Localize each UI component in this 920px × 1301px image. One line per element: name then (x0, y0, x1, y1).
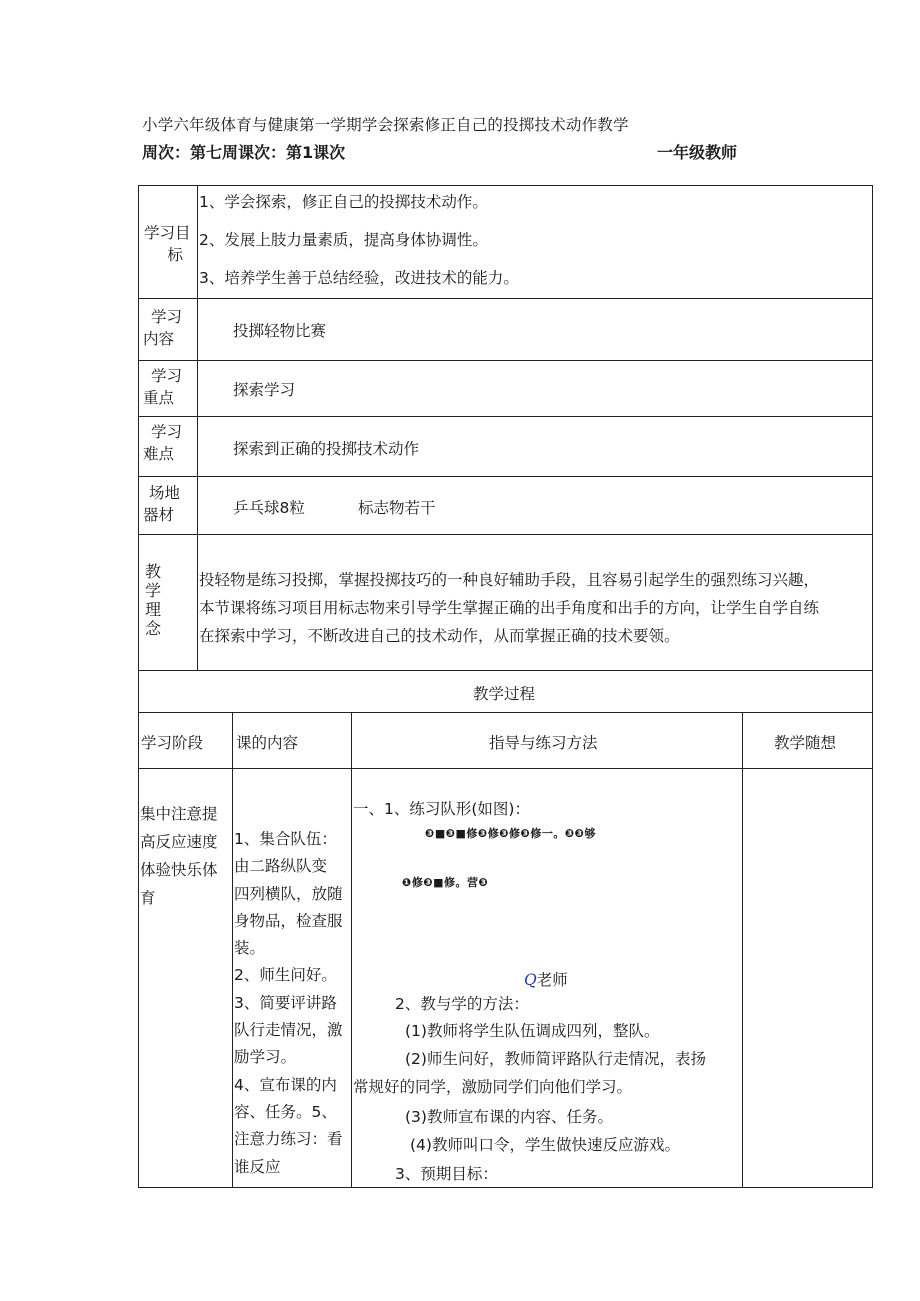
label-difficulty: 学习 难点 (143, 423, 183, 463)
column-divider (351, 712, 352, 1188)
process-heading: 教学过程 (473, 685, 536, 703)
goal-item-3: 3、培养学生善于总结经验，改进技术的能力。 (199, 269, 519, 287)
label-teaching-philosophy: 教 学 理 念 (145, 562, 162, 638)
column-divider (197, 185, 198, 670)
row-divider (138, 712, 873, 713)
row-divider (138, 670, 873, 671)
stage-text: 集中注意提 高反应速度 体验快乐体 育 (140, 805, 218, 907)
col-header-content: 课的内容 (236, 734, 299, 752)
row-divider (138, 360, 873, 361)
method-line-1: 一、1、练习队形(如图)： (353, 800, 530, 818)
philosophy-line-3: 在探索中学习，不断改进自己的技术动作，从而掌握正确的技术要领。 (199, 627, 680, 645)
goal-item-1: 1、学会探索，修正自己的投掷技术动作。 (199, 193, 488, 211)
teacher-icon: Q (524, 971, 537, 989)
row-divider (138, 534, 873, 535)
document-title: 小学六年级体育与健康第一学期学会探索修正自己的投掷技术动作教学 (142, 116, 629, 134)
col-header-method: 指导与练习方法 (489, 734, 598, 752)
row-divider (138, 476, 873, 477)
philosophy-line-2: 本节课将练习项目用标志物来引导学生掌握正确的出手角度和出手的方向，让学生自学自练 (199, 599, 820, 617)
label-key-point: 学习 重点 (143, 367, 183, 407)
row-divider (138, 768, 873, 769)
method-step-3: (3)教师宣布课的内容、任务。 (405, 1108, 613, 1126)
week-line: 周次：第七周课次：第1课次 (142, 143, 346, 162)
key-point-text: 探索学习 (233, 381, 296, 399)
formation-row-2: ❶修❸■修。营❸ (402, 876, 489, 889)
label-learning-goal: 学习目 标 (144, 224, 191, 264)
column-divider (232, 712, 233, 1188)
method-step-2: (2)师生问好，教师简评路队行走情况，表扬 (405, 1050, 706, 1068)
row-divider (138, 298, 873, 299)
col-header-reflection: 教学随想 (774, 734, 837, 752)
equipment-text-b: 标志物若干 (358, 499, 436, 517)
row-divider (138, 416, 873, 417)
method-step-1: (1)教师将学生队伍调成四列，整队。 (405, 1022, 660, 1040)
label-learning-content: 学习 内容 (143, 308, 183, 348)
difficulty-text: 探索到正确的投掷技术动作 (233, 440, 420, 458)
method-step-2-cont: 常规好的同学，激励同学们向他们学习。 (353, 1078, 633, 1096)
learning-content-text: 投掷轻物比赛 (233, 322, 327, 340)
col-header-stage: 学习阶段 (141, 734, 204, 752)
method-line-3: 3、预期目标： (395, 1165, 498, 1183)
grade-teacher: 一年级教师 (657, 143, 738, 162)
column-divider (742, 712, 743, 1188)
equipment-text-a: 乒乓球8粒 (233, 499, 305, 517)
teacher-label: 老师 (536, 971, 568, 989)
method-line-2: 2、教与学的方法： (395, 995, 529, 1013)
teacher-marker (524, 968, 568, 990)
label-venue-equipment: 场地 器材 (143, 484, 181, 524)
philosophy-line-1: 投轻物是练习投掷，掌握投掷技巧的一种良好辅助手段，且容易引起学生的强烈练习兴趣， (199, 571, 820, 589)
formation-row-1: ❸■❸■修❸修❸修❸修一。❸❸够 (425, 827, 596, 840)
method-step-4: (4)教师叫口令，学生做快速反应游戏。 (410, 1136, 680, 1154)
content-text: 1、集合队伍： 由二路纵队变 四列横队，放随 身物品，检查服 装。 2、师生问好。 3、简要评讲路 队行走情况，激 励学习。 4、宣布课的内 容、任务。5、 注意力练习：看 谁反应 (234, 830, 343, 1176)
goal-item-2: 2、发展上肢力量素质，提高身体协调性。 (199, 231, 488, 249)
